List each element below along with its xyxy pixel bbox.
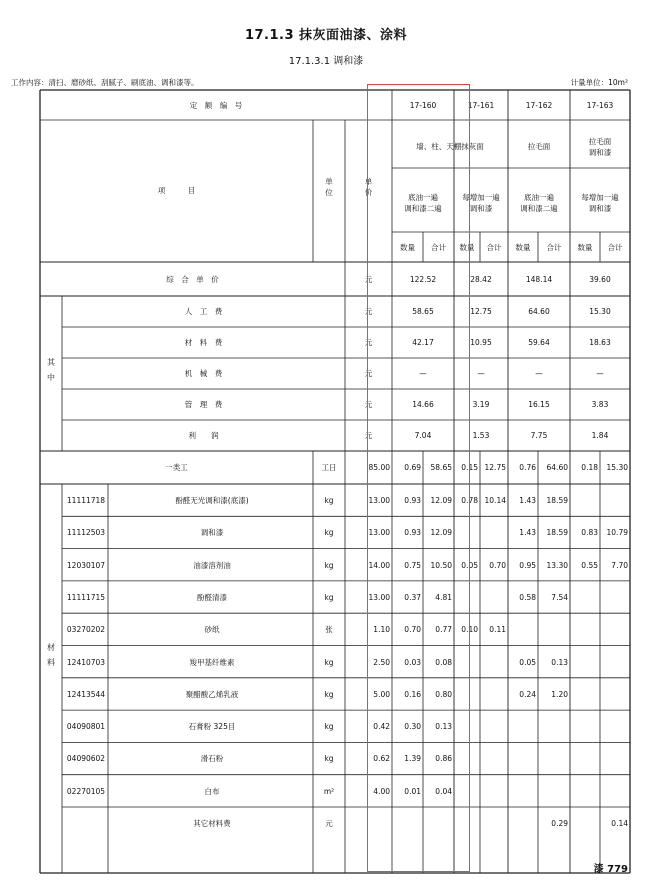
labor-label: 一类工 (165, 463, 188, 472)
summary-value: 148.14 (525, 275, 553, 284)
material-cell: 10.14 (484, 496, 506, 505)
work-content: 工作内容：清扫、磨砂纸、刮腻子、刷底油、调和漆等。 (11, 78, 199, 87)
material-cell: 7.54 (551, 592, 568, 602)
material-cell: 4.81 (435, 592, 452, 602)
labor-cell: 12.75 (484, 463, 506, 472)
labor-cell: 0.15 (461, 463, 478, 472)
cost-value: 16.15 (528, 400, 550, 409)
material-cell: 1.20 (551, 689, 568, 699)
material-unit: kg (324, 592, 334, 602)
material-price: 13.00 (368, 528, 390, 538)
page-number: 漆 779 (593, 864, 628, 875)
cost-value: 10.95 (470, 338, 492, 347)
cost-unit: 元 (364, 431, 373, 440)
cost-value: — (596, 369, 604, 378)
material-cell: 0.03 (404, 657, 421, 667)
material-cell: 12.09 (430, 528, 452, 538)
material-cell: 0.05 (461, 560, 478, 570)
cost-unit: 元 (364, 338, 373, 347)
labor-unit: 工日 (321, 463, 337, 472)
labor-cell: 58.65 (430, 463, 452, 472)
cost-value: — (535, 369, 543, 378)
group-label: 拉毛面 (527, 142, 551, 151)
summary-label: 综 合 单 价 (166, 275, 219, 284)
material-cell: 0.37 (404, 592, 421, 602)
material-cell: 0.95 (519, 560, 536, 570)
material-cell: 0.75 (404, 560, 421, 570)
cost-value: 14.66 (412, 400, 434, 409)
material-unit: m² (323, 786, 335, 796)
cost-unit: 元 (364, 307, 373, 316)
material-unit: kg (324, 528, 334, 538)
cost-value: 18.63 (589, 338, 611, 347)
material-cell: 0.80 (435, 689, 452, 699)
materials-label: 材 料 (47, 643, 55, 667)
total-header: 合计 (607, 243, 623, 252)
sub-label: 每增加一遍 调和漆 (462, 193, 500, 213)
material-cell: 0.08 (435, 657, 452, 667)
material-price: 0.62 (373, 754, 390, 764)
material-cell: 13.30 (546, 560, 568, 570)
cost-unit: 元 (364, 400, 373, 409)
material-code: 03270202 (66, 625, 106, 635)
quota-code: 17-162 (525, 101, 553, 110)
material-code: 02270105 (66, 786, 106, 796)
material-cell: 0.86 (435, 754, 452, 764)
cost-value: 64.60 (528, 307, 550, 316)
quota-no-label: 定 额 编 号 (189, 101, 243, 110)
material-code: 12410703 (66, 657, 106, 667)
material-price: 4.00 (373, 786, 390, 796)
material-name: 酚醛清漆 (197, 592, 227, 602)
cost-value: 3.19 (472, 400, 490, 409)
material-cell: 0.11 (489, 625, 506, 635)
cost-label: 材 料 费 (184, 338, 223, 347)
material-unit: kg (324, 657, 334, 667)
material-name: 羧甲基纤维素 (189, 657, 235, 667)
material-cell: 0.01 (404, 786, 421, 796)
material-name: 其它材料费 (193, 819, 231, 828)
material-unit: kg (324, 689, 334, 699)
material-cell: 0.70 (404, 625, 421, 635)
material-code: 11111718 (66, 496, 106, 505)
total-header: 合计 (486, 243, 502, 252)
unit-label: 单 位 (325, 177, 333, 197)
material-name: 调和漆 (200, 528, 224, 538)
material-cell: 0.93 (404, 496, 421, 505)
material-unit: 张 (325, 625, 333, 635)
material-cell: 7.70 (611, 560, 628, 570)
cost-value: 1.53 (472, 431, 490, 440)
material-name: 砂纸 (204, 625, 220, 635)
cost-value: 7.04 (414, 431, 432, 440)
material-price: 0.42 (373, 722, 390, 732)
material-code: 12413544 (66, 689, 106, 699)
material-cell: 10.79 (606, 528, 628, 538)
summary-value: 39.60 (589, 275, 611, 284)
cost-value: 3.83 (591, 400, 609, 409)
cost-label: 利 润 (188, 431, 219, 440)
material-cell: 12.09 (430, 496, 452, 505)
material-cell: 0.10 (461, 625, 478, 635)
qty-header: 数量 (400, 243, 415, 252)
cost-value: 15.30 (589, 307, 611, 316)
material-code: 04090801 (66, 722, 106, 732)
cost-value: 59.64 (528, 338, 550, 347)
material-unit: kg (324, 496, 334, 505)
cost-value: — (419, 369, 427, 378)
material-cell: 0.24 (519, 689, 536, 699)
material-price: 14.00 (368, 560, 390, 570)
material-price: 13.00 (368, 496, 390, 505)
labor-cell: 64.60 (546, 463, 568, 472)
qty-header: 数量 (515, 243, 531, 252)
material-unit: 元 (325, 819, 333, 828)
material-cell: 18.59 (546, 496, 568, 505)
summary-value: 122.52 (409, 275, 437, 284)
labor-cell: 0.18 (581, 463, 598, 472)
total-header: 合计 (546, 243, 562, 252)
material-cell: 0.83 (581, 528, 598, 538)
cost-value: 58.65 (412, 307, 434, 316)
material-cell: 0.78 (461, 496, 478, 505)
group-label: 拉毛面 调和漆 (588, 137, 612, 157)
material-price: 1.10 (373, 625, 390, 635)
item-label: 项 目 (157, 186, 196, 195)
material-cell: 0.77 (435, 625, 452, 635)
material-cell: 1.39 (404, 754, 421, 764)
material-unit: kg (324, 560, 334, 570)
group-label: 墙、柱、天棚抹灰面 (416, 142, 484, 151)
material-name: 石膏粉 325目 (188, 722, 236, 732)
cost-value: 12.75 (470, 307, 492, 316)
price-label: 单 价 (364, 177, 373, 197)
quota-code: 17-163 (586, 101, 614, 110)
material-name: 白布 (204, 786, 220, 796)
qty-header: 数量 (459, 243, 475, 252)
sub-label: 底油一遍 调和漆二遍 (520, 193, 558, 213)
cost-value: 42.17 (412, 338, 434, 347)
material-code: 12030107 (66, 560, 106, 570)
summary-value: 28.42 (470, 275, 492, 284)
material-price: 2.50 (373, 657, 390, 667)
material-unit: kg (324, 754, 334, 764)
material-code: 11112503 (66, 528, 106, 538)
material-unit: kg (324, 722, 334, 732)
labor-cell: 0.76 (519, 463, 536, 472)
material-name: 聚醋酸乙烯乳液 (185, 689, 239, 699)
material-price: 13.00 (368, 592, 390, 602)
cost-label: 机 械 费 (184, 369, 223, 378)
cost-unit: 元 (364, 369, 373, 378)
material-cell: 0.58 (519, 592, 536, 602)
unit-note: 计量单位：10m² (570, 78, 628, 87)
summary-unit: 元 (364, 275, 373, 284)
material-cell: 0.05 (519, 657, 536, 667)
quota-code: 17-161 (467, 101, 495, 110)
section-subtitle: 17.1.3.1 调和漆 (288, 56, 364, 67)
cost-value: 7.75 (530, 431, 548, 440)
material-code: 04090602 (66, 754, 106, 764)
material-name: 油漆溶剂油 (193, 560, 231, 570)
material-cell: 1.43 (519, 496, 536, 505)
material-cell: 0.13 (435, 722, 452, 732)
cost-value: 1.84 (591, 431, 609, 440)
material-cell: 18.59 (546, 528, 568, 538)
material-cell: 0.70 (489, 560, 506, 570)
material-cell: 0.04 (435, 786, 452, 796)
material-name: 滑石粉 (200, 754, 224, 764)
total-header: 合计 (431, 243, 446, 252)
cost-value: — (477, 369, 485, 378)
material-name: 酚醛无光调和漆(底漆) (175, 496, 249, 505)
material-code: 11111715 (66, 592, 106, 602)
labor-cell: 15.30 (606, 463, 628, 472)
material-cell: 0.93 (404, 528, 421, 538)
quota-code: 17-160 (409, 101, 437, 110)
material-cell: 0.13 (551, 657, 568, 667)
sub-label: 每增加一遍 调和漆 (581, 193, 619, 213)
material-cell: 10.50 (430, 560, 452, 570)
sub-label: 底油一遍 调和漆二遍 (404, 193, 442, 213)
labor-cell: 0.69 (404, 463, 421, 472)
material-cell: 0.29 (551, 819, 568, 828)
labor-price: 85.00 (368, 463, 390, 472)
cost-label: 人 工 费 (184, 307, 223, 316)
material-cell: 0.16 (404, 689, 421, 699)
material-cell: 1.43 (519, 528, 536, 538)
material-cell: 0.55 (581, 560, 598, 570)
of-which-label: 其 中 (47, 358, 55, 382)
material-cell: 0.14 (611, 819, 628, 828)
cost-label: 管 理 费 (184, 400, 223, 409)
material-price: 5.00 (373, 689, 390, 699)
material-cell: 0.30 (404, 722, 421, 732)
qty-header: 数量 (577, 243, 593, 252)
page-title: 17.1.3 抹灰面油漆、涂料 (244, 28, 408, 43)
